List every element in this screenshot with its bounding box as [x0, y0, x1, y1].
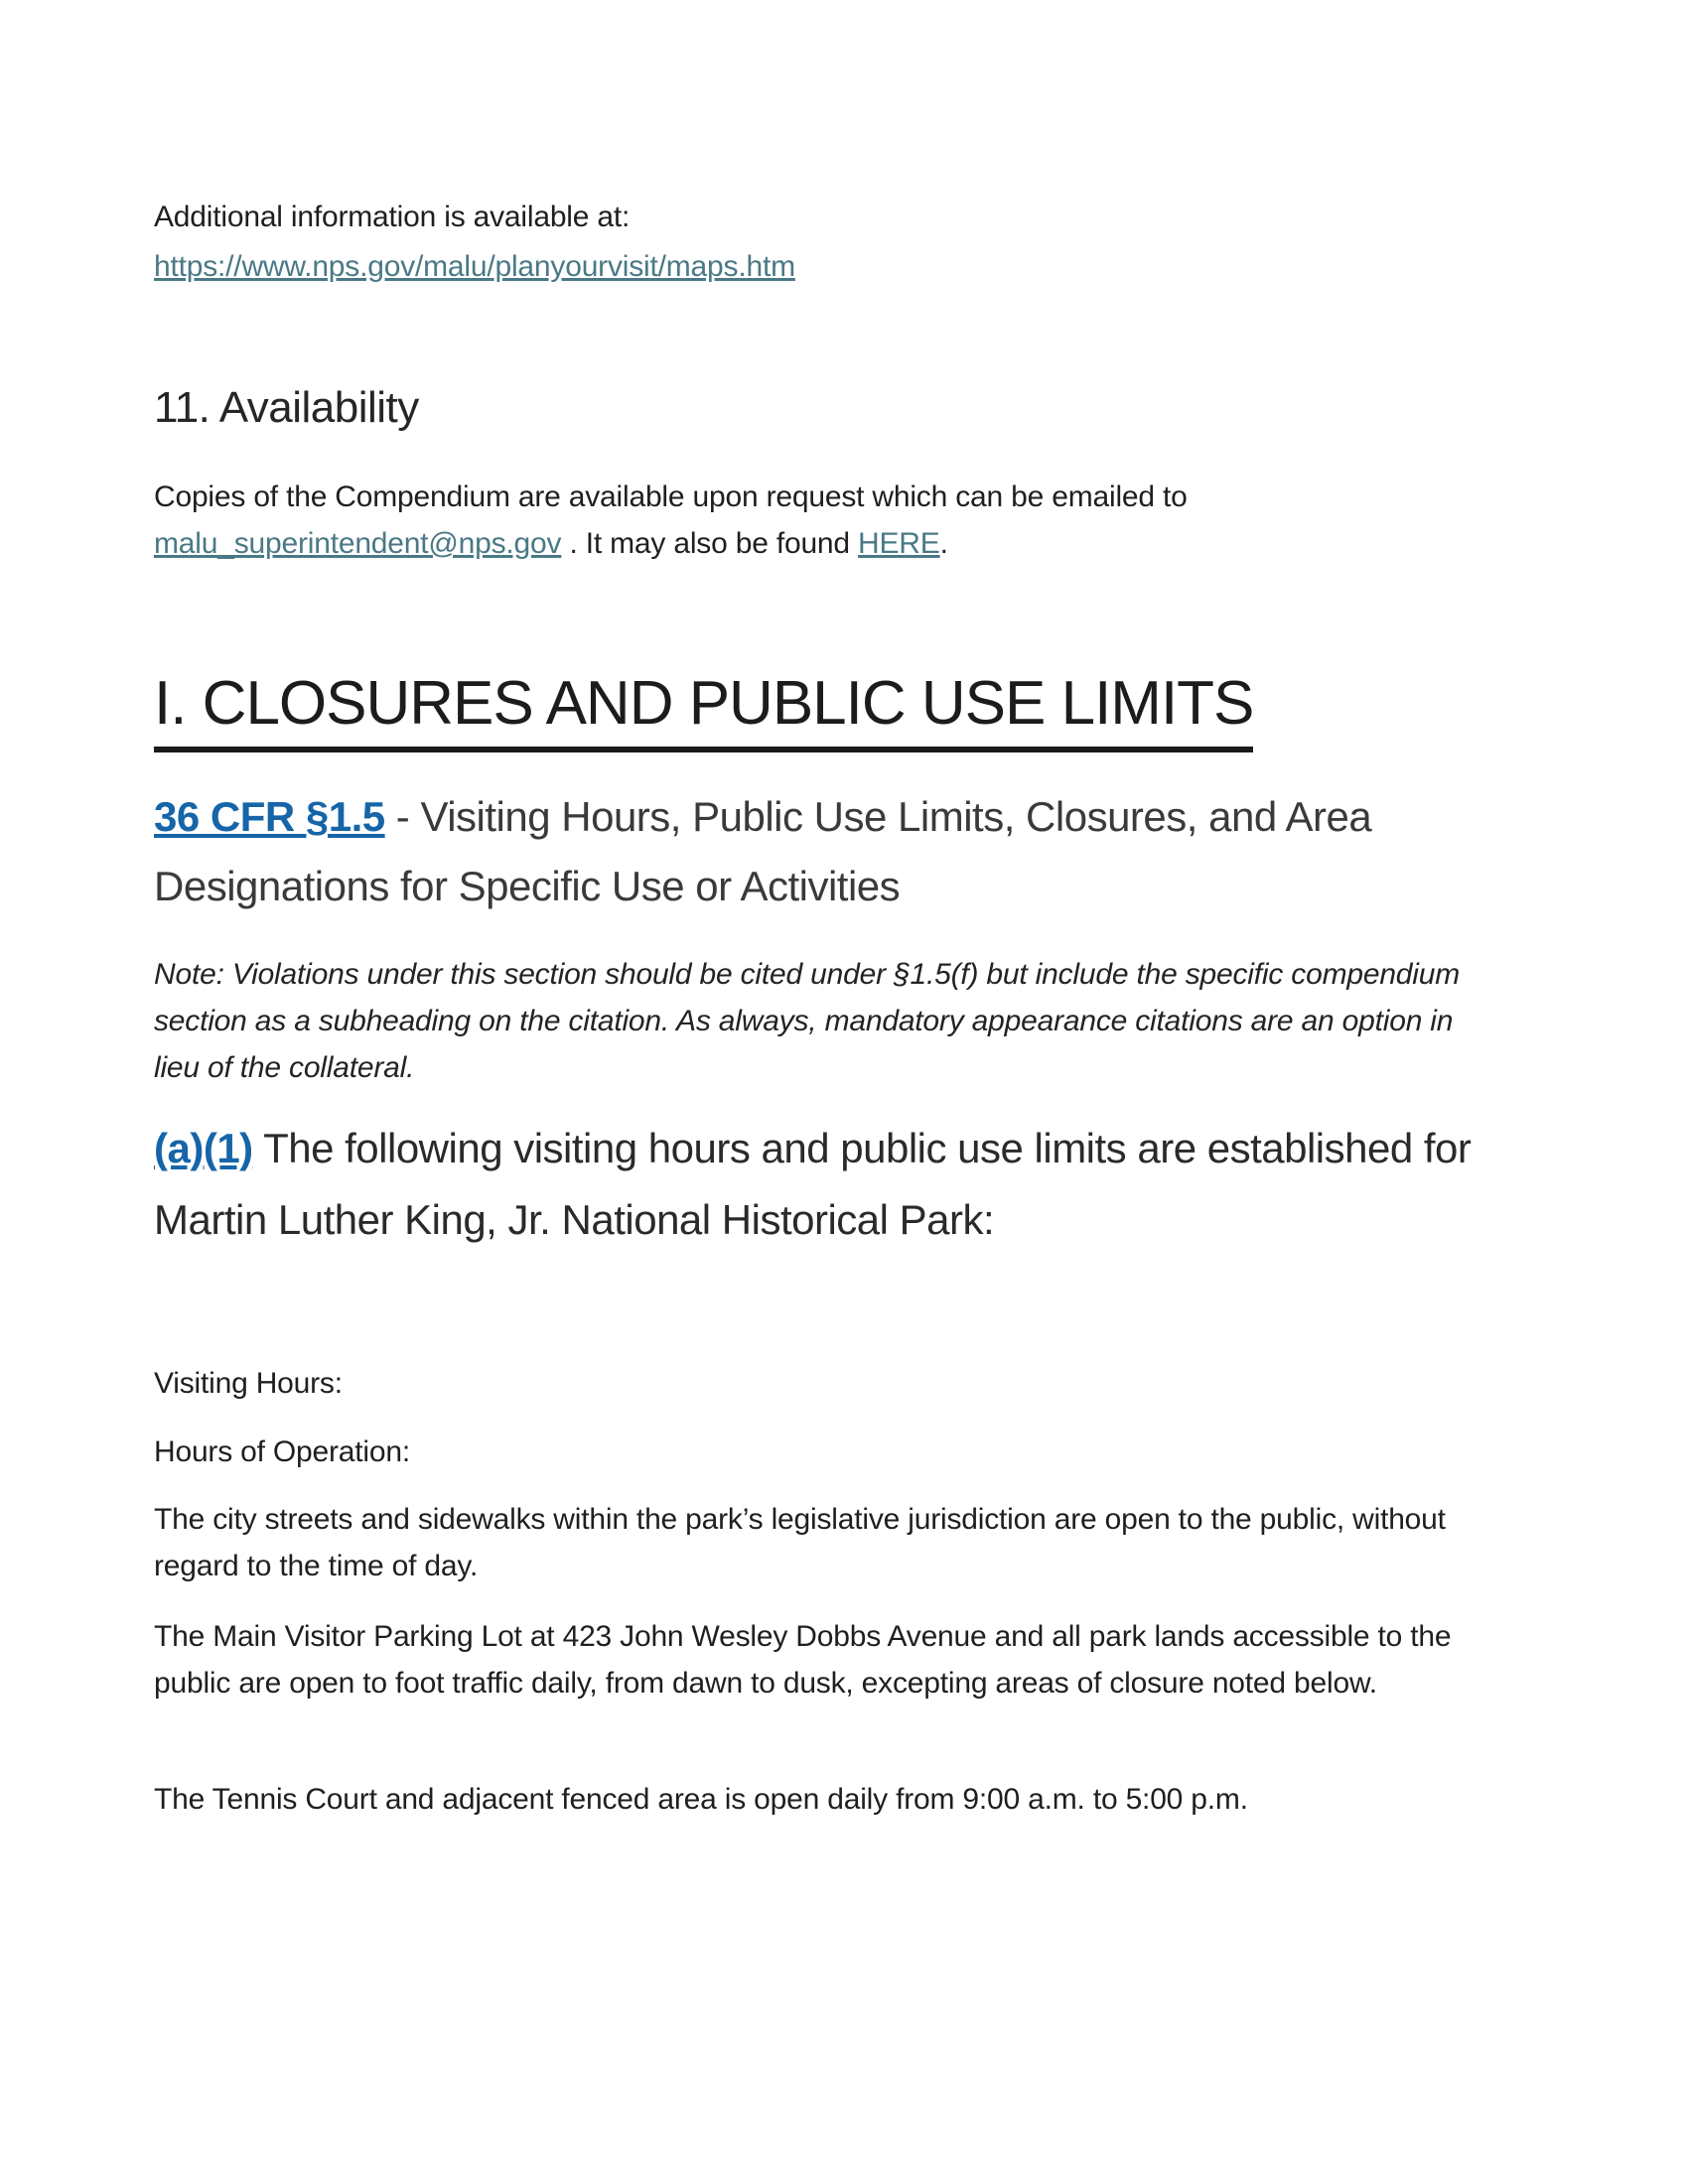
cfr-1-5-link[interactable]: 36 CFR §1.5 — [154, 793, 385, 840]
availability-heading: 11. Availability — [154, 383, 419, 432]
superintendent-email-link[interactable]: malu_superintendent@nps.gov — [154, 527, 562, 560]
intro-lead-text: Additional information is available at: — [154, 201, 631, 233]
visiting-hours-label: Visiting Hours: — [154, 1367, 343, 1400]
a1-heading-text: The following visiting hours and public use limits are established for Martin Luther King, Jr. National Historical Park: — [154, 1125, 1472, 1243]
availability-body-end: . — [939, 527, 948, 560]
citation-note: Note: Violations under this section should be cited under §1.5(f) but include the specific compendium section as a subheading on the citation. As always, mandatory appearance citations are an option in lieu of the collateral. — [154, 958, 1461, 1084]
hours-of-operation-label: Hours of Operation: — [154, 1435, 410, 1468]
a1-link[interactable]: (a)(1) — [154, 1125, 253, 1171]
a1-heading — [154, 1113, 1489, 1256]
closures-heading-text: I. CLOSURES AND PUBLIC USE LIMITS — [154, 667, 1253, 752]
availability-body-start: Copies of the Compendium are available upon request which can be emailed to — [154, 480, 1188, 513]
here-link[interactable]: HERE — [858, 527, 940, 560]
maps-url-link[interactable]: https://www.nps.gov/malu/planyourvisit/maps.htm — [154, 250, 795, 283]
paragraph-city-streets: The city streets and sidewalks within the park’s legislative jurisdiction are open to the public, without regard to the time of day. — [154, 1503, 1446, 1582]
cfr-heading — [154, 782, 1489, 921]
closures-section-heading — [154, 667, 1489, 752]
intro-paragraph — [154, 193, 1489, 292]
availability-body-middle: . It may also be found — [561, 527, 859, 560]
paragraph-tennis-court: The Tennis Court and adjacent fenced area is open daily from 9:00 a.m. to 5:00 p.m. — [154, 1783, 1248, 1816]
cfr-heading-text: - Visiting Hours, Public Use Limits, Closures, and Area Designations for Specific Use or Activities — [154, 793, 1372, 909]
availability-body — [154, 474, 1489, 567]
paragraph-parking-lot: The Main Visitor Parking Lot at 423 John Wesley Dobbs Avenue and all park lands accessible to the public are open to foot traffic daily, from dawn to dusk, excepting areas of closure noted below. — [154, 1620, 1452, 1700]
